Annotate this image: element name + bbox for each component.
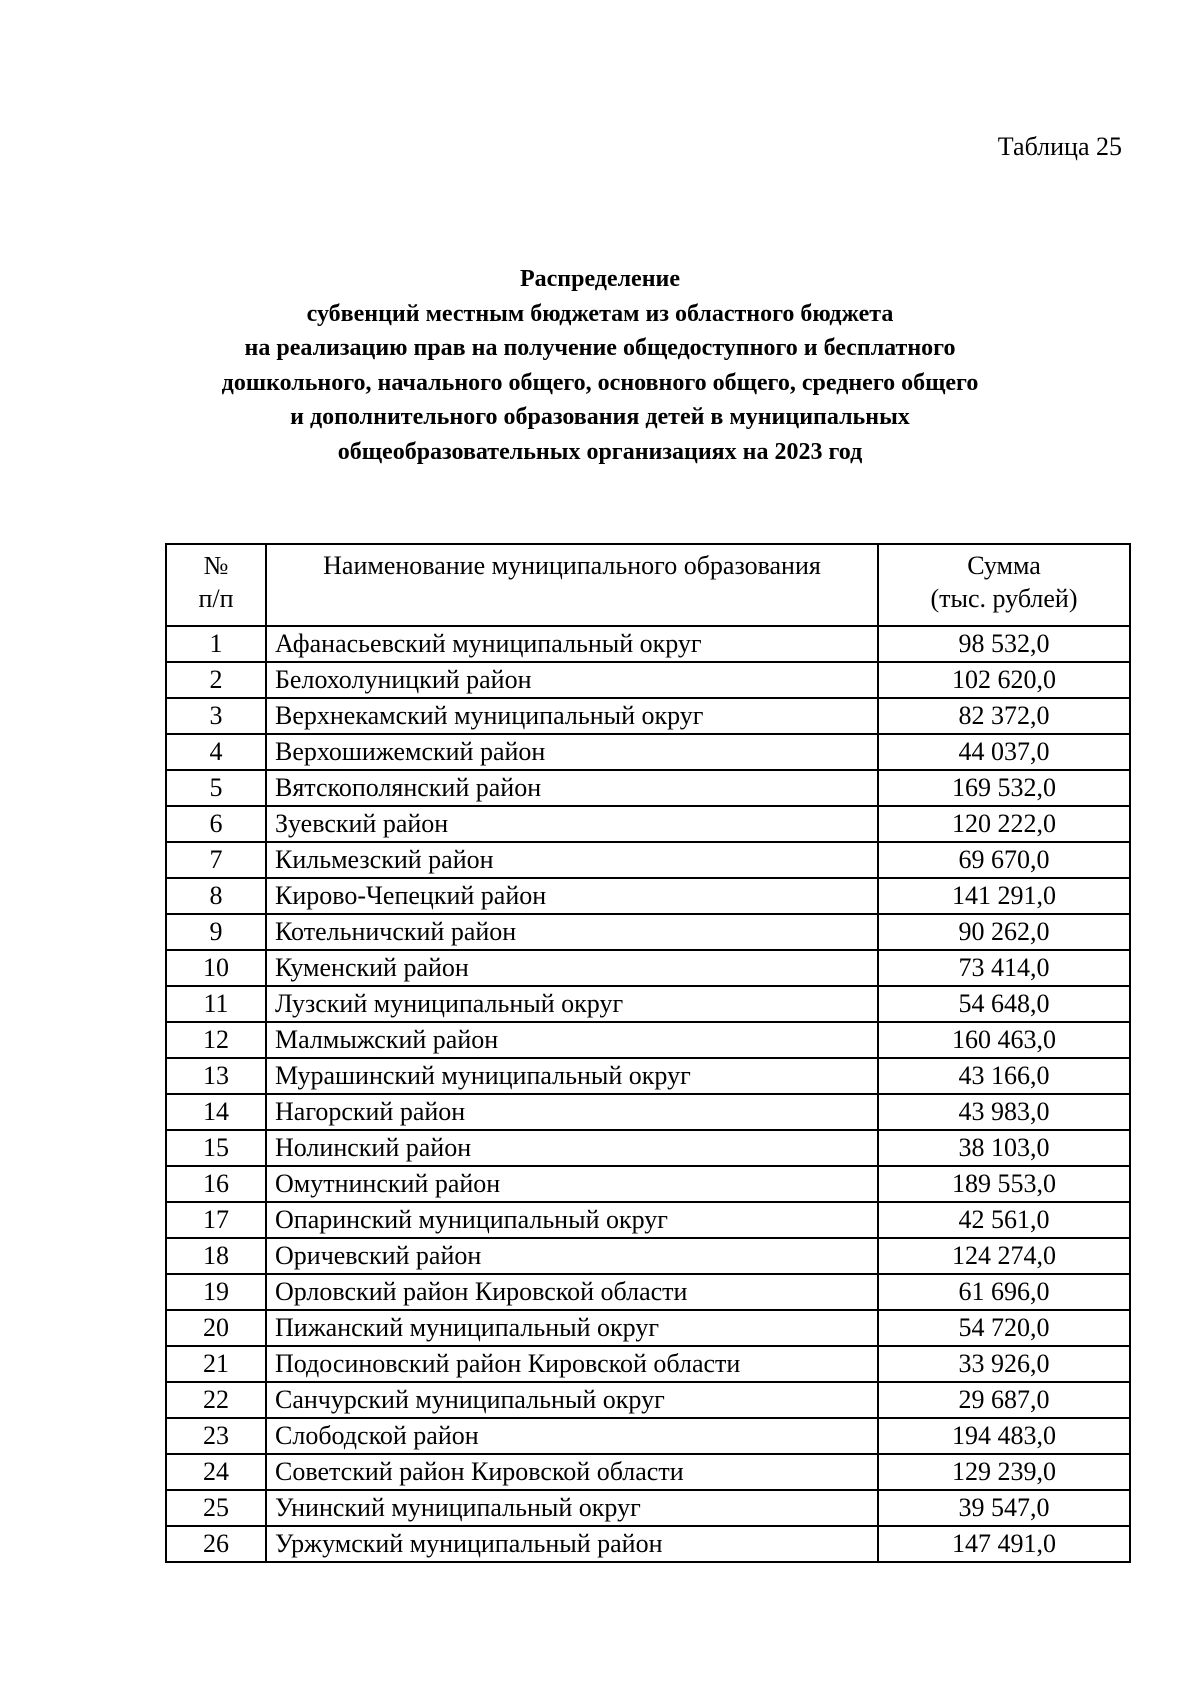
row-sum: 194 483,0 [878, 1418, 1130, 1454]
table-header-row [166, 544, 1130, 626]
row-name: Орловский район Кировской области [266, 1274, 878, 1310]
table-row [166, 950, 1130, 986]
table-row [166, 806, 1130, 842]
row-number: 15 [166, 1130, 266, 1166]
row-name: Зуевский район [266, 806, 878, 842]
row-sum: 90 262,0 [878, 914, 1130, 950]
header-sum [878, 544, 1130, 626]
row-name: Кирово-Чепецкий район [266, 878, 878, 914]
row-name: Верхошижемский район [266, 734, 878, 770]
row-number: 4 [166, 734, 266, 770]
row-name: Афанасьевский муниципальный округ [266, 626, 878, 662]
row-number: 11 [166, 986, 266, 1022]
row-sum: 39 547,0 [878, 1490, 1130, 1526]
row-number: 5 [166, 770, 266, 806]
row-number: 17 [166, 1202, 266, 1238]
row-name: Малмыжский район [266, 1022, 878, 1058]
row-sum: 141 291,0 [878, 878, 1130, 914]
header-number-abbr: п/п [198, 584, 234, 613]
title-line: Распределение [519, 266, 681, 292]
row-sum: 54 720,0 [878, 1310, 1130, 1346]
header-name: Наименование муниципального образования [266, 544, 878, 626]
row-name: Нолинский район [266, 1130, 878, 1166]
header-sum-title: Сумма [967, 551, 1041, 580]
row-name: Лузский муниципальный округ [266, 986, 878, 1022]
row-sum: 120 222,0 [878, 806, 1130, 842]
row-number: 8 [166, 878, 266, 914]
row-name: Унинский муниципальный округ [266, 1490, 878, 1526]
row-sum: 160 463,0 [878, 1022, 1130, 1058]
table-row [166, 1238, 1130, 1274]
table-row [166, 770, 1130, 806]
row-number: 12 [166, 1022, 266, 1058]
row-sum: 54 648,0 [878, 986, 1130, 1022]
table-row [166, 1274, 1130, 1310]
row-number: 20 [166, 1310, 266, 1346]
table-row [166, 1166, 1130, 1202]
row-sum: 43 166,0 [878, 1058, 1130, 1094]
row-name: Опаринский муниципальный округ [266, 1202, 878, 1238]
table-row [166, 1382, 1130, 1418]
row-number: 2 [166, 662, 266, 698]
row-number: 10 [166, 950, 266, 986]
row-sum: 69 670,0 [878, 842, 1130, 878]
subsidy-distribution-table [165, 543, 1131, 1563]
row-number: 26 [166, 1526, 266, 1562]
table-row [166, 1130, 1130, 1166]
row-number: 21 [166, 1346, 266, 1382]
table-body [166, 626, 1130, 1562]
document-title [140, 262, 1060, 469]
table-row [166, 626, 1130, 662]
row-name: Вятскополянский район [266, 770, 878, 806]
table-row [166, 1202, 1130, 1238]
row-name: Куменский район [266, 950, 878, 986]
row-number: 18 [166, 1238, 266, 1274]
table-row [166, 1418, 1130, 1454]
table-row [166, 1490, 1130, 1526]
header-sum-unit: (тыс. рублей) [930, 584, 1078, 613]
table-row [166, 1058, 1130, 1094]
row-sum: 129 239,0 [878, 1454, 1130, 1490]
header-number [166, 544, 266, 626]
header-number-symbol: № [203, 551, 229, 580]
row-number: 23 [166, 1418, 266, 1454]
row-name: Верхнекамский муниципальный округ [266, 698, 878, 734]
row-number: 22 [166, 1382, 266, 1418]
row-sum: 169 532,0 [878, 770, 1130, 806]
row-name: Оричевский район [266, 1238, 878, 1274]
row-sum: 43 983,0 [878, 1094, 1130, 1130]
row-number: 13 [166, 1058, 266, 1094]
row-sum: 73 414,0 [878, 950, 1130, 986]
row-name: Белохолуницкий район [266, 662, 878, 698]
row-sum: 147 491,0 [878, 1526, 1130, 1562]
row-number: 6 [166, 806, 266, 842]
row-name: Котельничский район [266, 914, 878, 950]
table-row [166, 878, 1130, 914]
row-name: Кильмезский район [266, 842, 878, 878]
row-sum: 29 687,0 [878, 1382, 1130, 1418]
row-sum: 38 103,0 [878, 1130, 1130, 1166]
row-sum: 33 926,0 [878, 1346, 1130, 1382]
row-name: Мурашинский муниципальный округ [266, 1058, 878, 1094]
row-number: 9 [166, 914, 266, 950]
row-number: 14 [166, 1094, 266, 1130]
row-name: Омутнинский район [266, 1166, 878, 1202]
row-number: 7 [166, 842, 266, 878]
title-line: на реализацию прав на получение общедоступного и бесплатного [244, 335, 956, 361]
row-number: 25 [166, 1490, 266, 1526]
table-row [166, 1022, 1130, 1058]
title-line: субвенций местным бюджетам из областного бюджета [306, 300, 894, 327]
row-sum: 98 532,0 [878, 626, 1130, 662]
row-sum: 42 561,0 [878, 1202, 1130, 1238]
row-name: Подосиновский район Кировской области [266, 1346, 878, 1382]
table-number-label: Таблица 25 [997, 132, 1122, 161]
row-number: 24 [166, 1454, 266, 1490]
row-number: 1 [166, 626, 266, 662]
row-name: Санчурский муниципальный округ [266, 1382, 878, 1418]
row-sum: 102 620,0 [878, 662, 1130, 698]
table-row [166, 1346, 1130, 1382]
title-line: дошкольного, начального общего, основного общего, среднего общего [221, 369, 979, 396]
title-line: общеобразовательных организациях на 2023 год [337, 438, 863, 465]
table-row [166, 986, 1130, 1022]
row-name: Уржумский муниципальный район [266, 1526, 878, 1562]
row-sum: 189 553,0 [878, 1166, 1130, 1202]
row-name: Пижанский муниципальный округ [266, 1310, 878, 1346]
table-row [166, 698, 1130, 734]
table-row [166, 1094, 1130, 1130]
row-sum: 61 696,0 [878, 1274, 1130, 1310]
row-sum: 82 372,0 [878, 698, 1130, 734]
table-row [166, 842, 1130, 878]
row-number: 3 [166, 698, 266, 734]
row-name: Советский район Кировской области [266, 1454, 878, 1490]
row-name: Нагорский район [266, 1094, 878, 1130]
table-row [166, 662, 1130, 698]
table-row [166, 1526, 1130, 1562]
row-number: 16 [166, 1166, 266, 1202]
row-number: 19 [166, 1274, 266, 1310]
row-name: Слободской район [266, 1418, 878, 1454]
table-row [166, 734, 1130, 770]
title-line: и дополнительного образования детей в муниципальных [290, 404, 910, 430]
row-sum: 124 274,0 [878, 1238, 1130, 1274]
table-row [166, 1454, 1130, 1490]
table-row [166, 914, 1130, 950]
table-row [166, 1310, 1130, 1346]
row-sum: 44 037,0 [878, 734, 1130, 770]
